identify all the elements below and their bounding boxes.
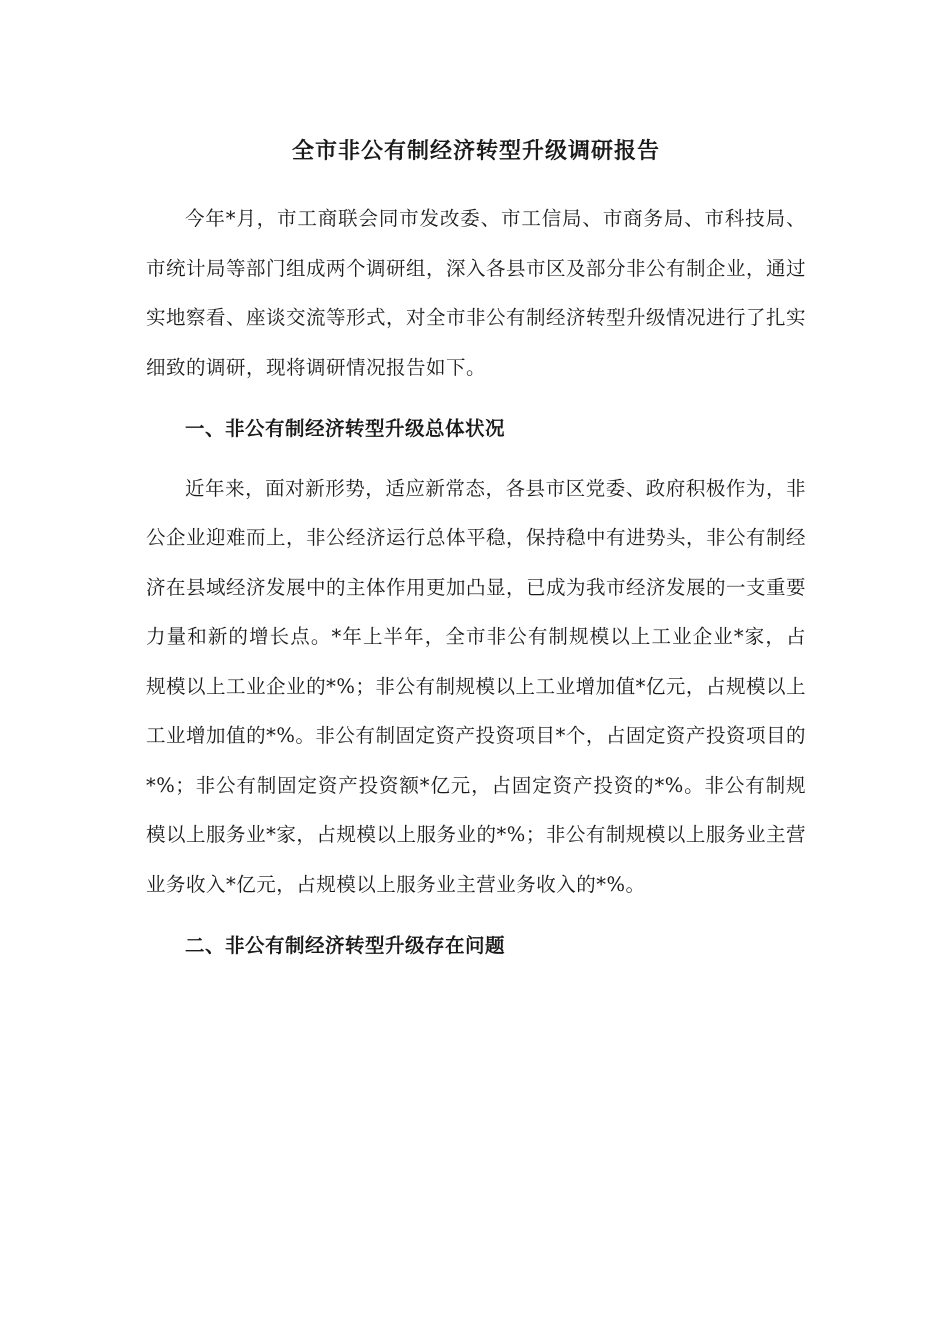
document-content [146,130,806,981]
intro-paragraph: 今年*月，市工商联会同市发改委、市工信局、市商务局、市科技局、市统计局等部门组成两个调研组，深入各县市区及部分非公有制企业，通过实地察看、座谈交流等形式，对全市非公有制经济转型升级情况进行了扎实细致的调研，现将调研情况报告如下。 [146,207,807,379]
section-2-heading: 二、非公有制经济转型升级存在问题 [185,934,506,957]
document-title: 全市非公有制经济转型升级调研报告 [291,139,660,164]
section-1-paragraph: 近年来，面对新形势，适应新常态，各县市区党委、政府积极作为，非公企业迎难而上，非公经济运行总体平稳，保持稳中有进势头，非公有制经济在县域经济发展中的主体作用更加凸显，已成为我市经济发展的一支重要力量和新的增长点。*年上半年，全市非公有制规模以上工业企业*家，占规模以上工业企业的*%；非公有制规模以上工业增加值*亿元，占规模以上工业增加值的*%。非公有制固定资产投资项目*个，占固定资产投资项目的*%；非公有制固定资产投资额*亿元，占固定资产投资的*%。非公有制规模以上服务业*家，占规模以上服务业的*%；非公有制规模以上服务业主营业务收入*亿元，占规模以上服务业主营业务收入的*%。 [146,476,807,896]
section-1-heading: 一、非公有制经济转型升级总体状况 [185,417,506,440]
